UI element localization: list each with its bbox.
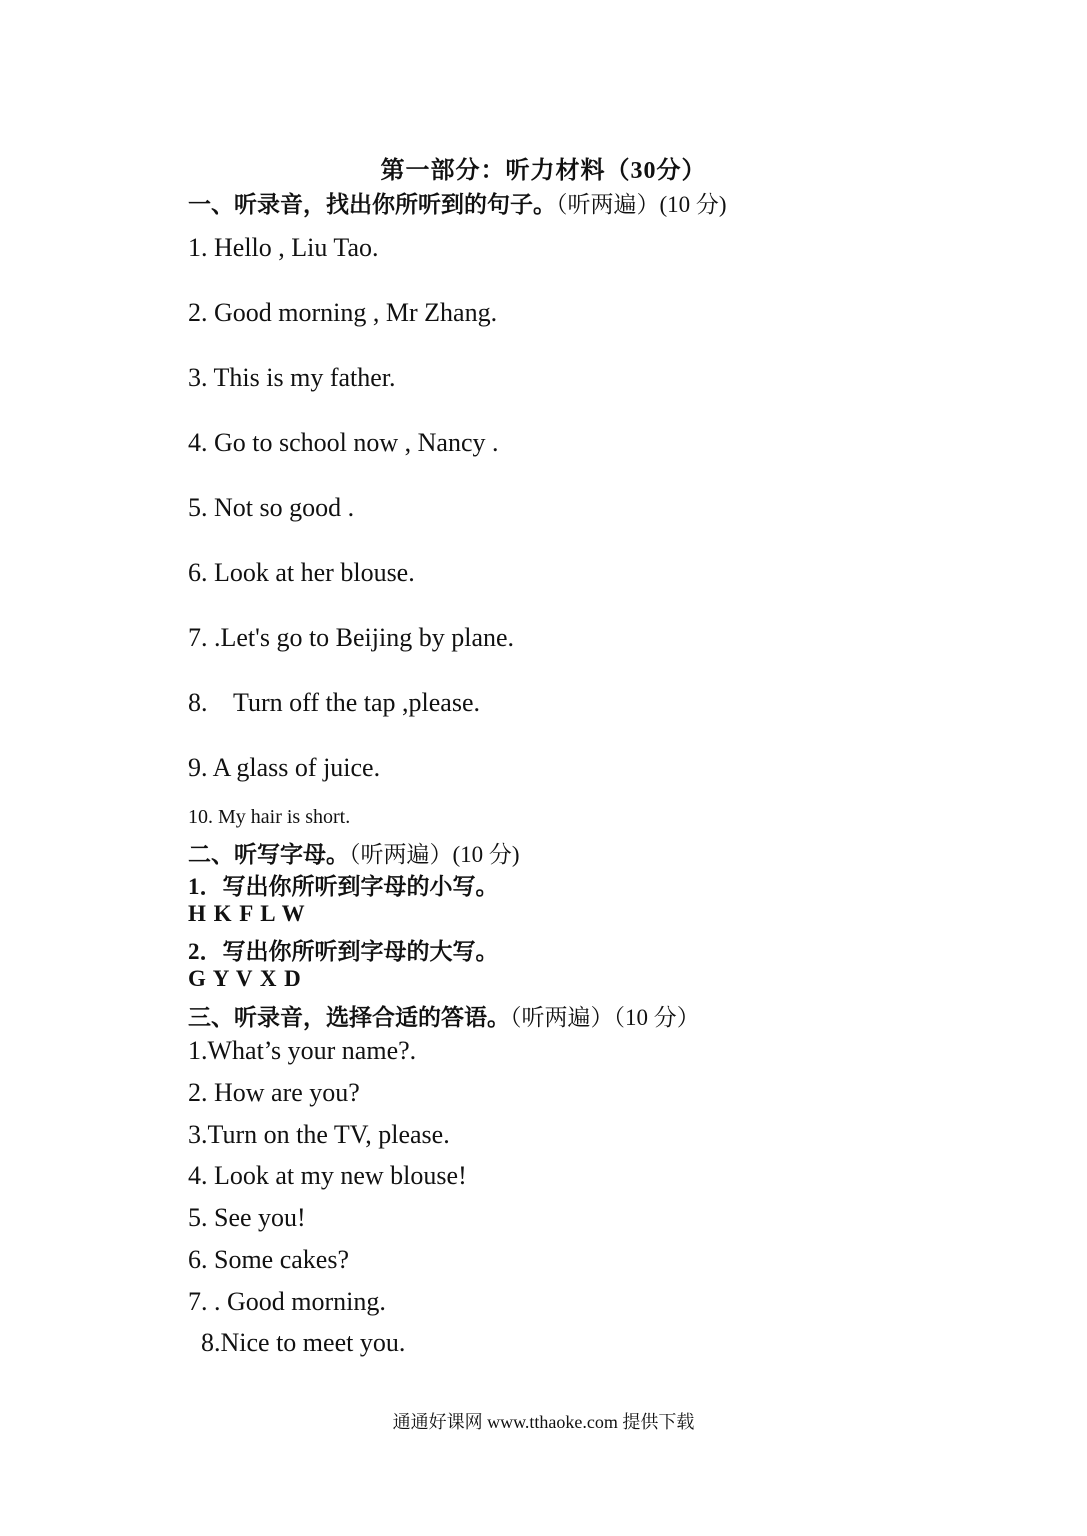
section1-item-7: 7. .Let's go to Beijing by plane. — [188, 623, 515, 652]
section1-item-6: 6. Look at her blouse. — [188, 558, 415, 587]
section3-item-5: 5. See you! — [188, 1203, 306, 1232]
section2-heading-rest: （听两遍）(10 分) — [349, 842, 520, 867]
footer-source: 通通好课网 www.tthaoke.com 提供下载 — [392, 1412, 695, 1432]
section3-heading-rest: （听两遍）（10 分） — [510, 1005, 700, 1030]
section2-sub2-letters: G Y V X D — [188, 966, 302, 991]
section3-item-3: 3.Turn on the TV, please. — [188, 1120, 450, 1149]
section1-item-1: 1. Hello , Liu Tao. — [188, 233, 379, 262]
section3-item-2: 2. How are you? — [188, 1078, 360, 1107]
section2-sub2-label: 2．写出你所听到字母的大写。 — [188, 939, 499, 964]
section1-heading-bold: 一、听录音，找出你所听到的句子。 — [188, 192, 556, 217]
section2-heading-bold: 二、听写字母。 — [188, 842, 349, 867]
section1-item-8: 8. Turn off the tap ,please. — [188, 688, 480, 717]
section2-sub1-label: 1．写出你所听到字母的小写。 — [188, 874, 499, 899]
section1-heading-rest: （听两遍）(10 分) — [556, 192, 727, 217]
section1-item-9: 9. A glass of juice. — [188, 753, 381, 782]
section1-item-10: 10. My hair is short. — [188, 806, 351, 828]
section3-heading-bold: 三、听录音，选择合适的答语。 — [188, 1005, 510, 1030]
page-title: 第一部分：听力材料（30分） — [380, 158, 707, 184]
section2-heading — [188, 836, 520, 869]
section3-item-8: 8.Nice to meet you. — [188, 1328, 406, 1357]
section3-heading — [188, 999, 700, 1032]
section3-item-1: 1.What’s your name?. — [188, 1036, 417, 1065]
section3-item-4: 4. Look at my new blouse! — [188, 1161, 467, 1190]
section1-item-5: 5. Not so good . — [188, 493, 355, 522]
section2-sub1-letters: H K F L W — [188, 901, 306, 926]
section3-item-6: 6. Some cakes? — [188, 1245, 350, 1274]
section1-item-4: 4. Go to school now , Nancy . — [188, 428, 499, 457]
section1-item-2: 2. Good morning , Mr Zhang. — [188, 298, 498, 327]
section3-item-7: 7. . Good morning. — [188, 1287, 386, 1316]
section1-item-3: 3. This is my father. — [188, 363, 396, 392]
section1-heading — [188, 186, 727, 219]
